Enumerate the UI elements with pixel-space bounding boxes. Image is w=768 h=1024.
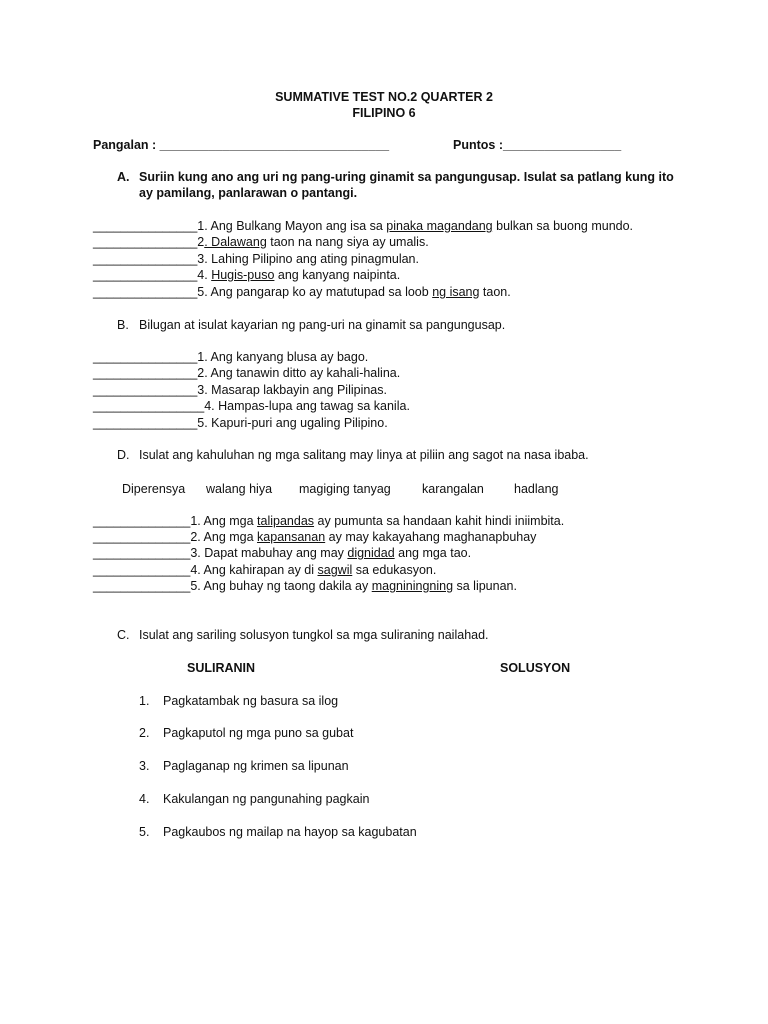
name-field-label: Pangalan : _________________________________ [93,138,390,152]
item-text: sa lipunan. [453,579,517,593]
answer-blank: ______________ [93,530,191,544]
item-text: 1. Ang mga [190,514,258,528]
underlined-word: talipandas [257,514,315,528]
answer-blank: _______________ [93,219,198,233]
section-b-item [93,366,400,380]
item-number: 1. [139,694,150,708]
score-field-label: Puntos :_________________ [453,138,622,152]
item-text: ang kanyang naipinta. [274,268,401,282]
answer-blank: ________________ [93,399,205,413]
item-text: 1. Ang Bulkang Mayon ang isa sa [197,219,387,233]
choice-word: magiging tanyag [299,482,391,496]
section-b-instruction: Bilugan at isulat kayarian ng pang-uri na ginamit sa pangungusap. [139,318,506,332]
problem-item [139,726,353,740]
item-text: 3. Masarap lakbayin ang Pilipinas. [197,383,387,397]
underlined-word: Hugis-puso [211,268,275,282]
underlined-word: ng isang [432,285,480,299]
item-text: Kakulangan ng pangunahing pagkain [163,792,370,806]
item-text: 3. Lahing Pilipino ang ating pinagmulan. [197,252,419,266]
column-header-solution: SOLUSYON [500,661,571,675]
item-text: ang mga tao. [394,546,472,560]
choice-word: walang hiya [206,482,273,496]
underlined-word: pinaka magandang [386,219,493,233]
section-a-item [93,252,419,266]
answer-blank: _______________ [93,268,198,282]
item-text: 5. Ang pangarap ko ay matutupad sa loob [197,285,433,299]
item-number: 5. [139,825,150,839]
answer-blank: _______________ [93,285,198,299]
section-a-marker: A. [117,170,130,184]
underlined-word: . Dalawang [204,235,267,249]
item-text: Paglaganap ng krimen sa lipunan [163,759,349,773]
section-b-item [93,383,387,397]
item-text: ay pumunta sa handaan kahit hindi iniimbita. [314,514,565,528]
item-text: 5. Kapuri-puri ang ugaling Pilipino. [197,416,388,430]
section-d-marker: D. [117,448,130,462]
answer-blank: _______________ [93,350,198,364]
item-text: 1. Ang kanyang blusa ay bago. [197,350,369,364]
item-text: bulkan sa buong mundo. [492,219,634,233]
item-text: Pagkatambak ng basura sa ilog [163,694,339,708]
problem-item [139,792,369,806]
section-a-instruction-line2: ay pamilang, panlarawan o pantangi. [139,186,358,200]
underlined-word: kapansanan [257,530,326,544]
item-text: ay may kakayahang maghanapbuhay [325,530,537,544]
problem-item [139,759,349,773]
section-c-instruction: Isulat ang sariling solusyon tungkol sa mga suliraning nailahad. [139,628,489,642]
item-text: sa edukasyon. [352,563,437,577]
choice-word-list [0,482,768,498]
subject-title: FILIPINO 6 [352,106,416,120]
item-text: Pagkaubos ng mailap na hayop sa kagubatan [163,825,417,839]
section-b-marker: B. [117,318,129,332]
section-d-item [93,514,564,528]
answer-blank: _______________ [93,416,198,430]
section-b-item [93,350,368,364]
answer-blank: _______________ [93,383,198,397]
underlined-word: magniningning [371,579,454,593]
section-a-item [93,268,400,282]
underlined-word: sagwil [317,563,353,577]
item-text: 2. Ang mga [190,530,258,544]
answer-blank: ______________ [93,514,191,528]
answer-blank: _______________ [93,252,198,266]
item-text: 3. Dapat mabuhay ang may [190,546,348,560]
item-text: taon. [479,285,511,299]
section-a-item [93,285,511,299]
item-text: taon na nang siya ay umalis. [266,235,429,249]
section-a-instruction-line1: Suriin kung ano ang uri ng pang-uring ginamit sa pangungusap. Isulat sa patlang kung ito [139,170,674,184]
item-number: 3. [139,759,150,773]
item-text: 5. Ang buhay ng taong dakila ay [190,579,372,593]
item-text: 2 [197,235,205,249]
choice-word: karangalan [422,482,484,496]
section-d-item [93,579,517,593]
item-text: 4. [197,268,212,282]
section-d-item [93,563,436,577]
section-c-marker: C. [117,628,130,642]
column-header-problem: SULIRANIN [187,661,256,675]
section-d-item [93,530,536,544]
problem-item [139,694,338,708]
item-text: 4. Ang kahirapan ay di [190,563,318,577]
section-b-item [93,416,388,430]
answer-blank: _______________ [93,235,198,249]
section-a-item [93,219,633,233]
answer-blank: ______________ [93,546,191,560]
section-d-item [93,546,471,560]
answer-blank: _______________ [93,366,198,380]
answer-blank: ______________ [93,579,191,593]
choice-word: Diperensya [122,482,186,496]
item-text: 2. Ang tanawin ditto ay kahali-halina. [197,366,401,380]
item-text: Pagkaputol ng mga puno sa gubat [163,726,354,740]
item-text: 4. Hampas-lupa ang tawag sa kanila. [204,399,410,413]
item-number: 4. [139,792,150,806]
section-b-item [93,399,410,413]
choice-word: hadlang [514,482,559,496]
underlined-word: dignidad [347,546,395,560]
answer-blank: ______________ [93,563,191,577]
section-a-item [93,235,429,249]
problem-item [139,825,417,839]
test-title: SUMMATIVE TEST NO.2 QUARTER 2 [275,90,493,104]
item-number: 2. [139,726,150,740]
section-d-instruction: Isulat ang kahuluhan ng mga salitang may linya at piliin ang sagot na nasa ibaba. [139,448,589,462]
